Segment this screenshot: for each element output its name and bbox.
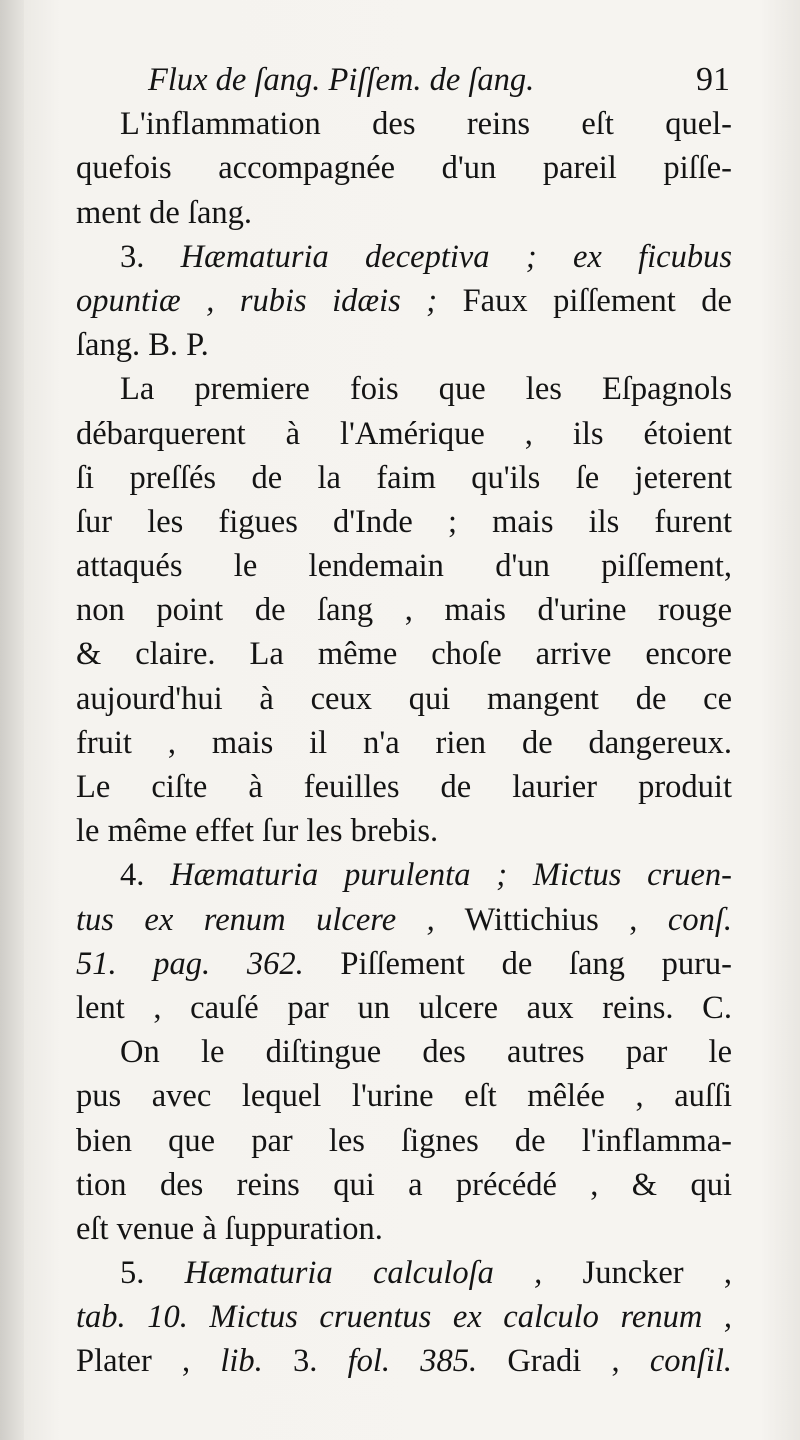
latin-term: tus ex renum ulcere , [76, 901, 435, 938]
author-name: Gradi , [477, 1343, 650, 1380]
author-name: Juncker , [542, 1255, 733, 1292]
text-line [76, 1251, 732, 1295]
text-line: attaqués le lendemain d'un piſſement, [76, 548, 732, 585]
text-line: lent , cauſé par un ulcere aux reins. C. [76, 989, 732, 1026]
text-line: & claire. La même choſe arrive encore [76, 636, 732, 673]
running-header [76, 58, 732, 102]
text-line: tion des reins qui a précédé , & qui [76, 1166, 732, 1203]
latin-term: Hæmaturia deceptiva ; ex ficubus [180, 238, 732, 275]
item-number: 4. [120, 857, 145, 894]
citation: conſil. [649, 1343, 733, 1380]
text-line: pus avec lequel l'urine eſt mêlée , auſſi [76, 1078, 732, 1115]
text-line [76, 898, 732, 942]
text-line: ment de ſang. [76, 194, 252, 231]
text-line [76, 279, 732, 323]
text-line: ſang. B. P. [76, 327, 209, 364]
text-line: On le diſtingue des autres par le [120, 1034, 732, 1071]
citation: fol. 385. [347, 1343, 478, 1380]
text-line: fruit , mais il n'a rien de dangereux. [76, 724, 732, 761]
latin-term: Hæmaturia calculoſa , [184, 1255, 543, 1292]
item-number: 5. [120, 1255, 145, 1292]
text-line: tab. 10. Mictus cruentus ex calculo renum , [76, 1299, 732, 1336]
text-line [76, 853, 732, 897]
citation-number: 3. [262, 1343, 348, 1380]
text-line: ſi preſſés de la faim qu'ils ſe jeterent [76, 459, 732, 496]
page-gutter [0, 0, 24, 1440]
text-line [76, 1339, 732, 1383]
french-term: Piſſement de ſang puru- [303, 945, 732, 982]
text-line: eſt venue à ſuppuration. [76, 1210, 383, 1247]
text-line: aujourd'hui à ceux qui mangent de ce [76, 680, 732, 717]
text-line: bien que par les ſignes de l'inflamma- [76, 1122, 732, 1159]
text-line: non point de ſang , mais d'urine rouge [76, 592, 732, 629]
latin-term: Hæmaturia purulenta ; Mictus cruen- [170, 857, 732, 894]
text-line: le même effet ſur les brebis. [76, 813, 439, 850]
page-text [76, 58, 732, 1384]
french-term: Faux piſſement de [437, 282, 732, 319]
item-number: 3. [120, 238, 145, 275]
author-name: Plater , [76, 1343, 221, 1380]
text-line [76, 942, 732, 986]
citation: 51. pag. 362. [76, 945, 304, 982]
page-number: 91 [696, 61, 730, 98]
text-line: quefois accompagnée d'un pareil piſſe- [76, 150, 732, 187]
text-line: ſur les figues d'Inde ; mais ils furent [76, 503, 732, 540]
latin-term: opuntiæ , rubis idæis ; [76, 282, 438, 319]
citation: conſ. [667, 901, 732, 938]
author-name: Wittichius , [434, 901, 668, 938]
text-line: débarquerent à l'Amérique , ils étoient [76, 415, 732, 452]
running-title: Flux de ſang. Piſſem. de ſang. [148, 62, 535, 98]
text-line [76, 235, 732, 279]
text-line: La premiere fois que les Eſpagnols [120, 371, 732, 408]
citation: lib. [220, 1343, 263, 1380]
text-line: L'inflammation des reins eſt quel- [120, 106, 732, 143]
text-line: Le ciſte à feuilles de laurier produit [76, 769, 732, 805]
